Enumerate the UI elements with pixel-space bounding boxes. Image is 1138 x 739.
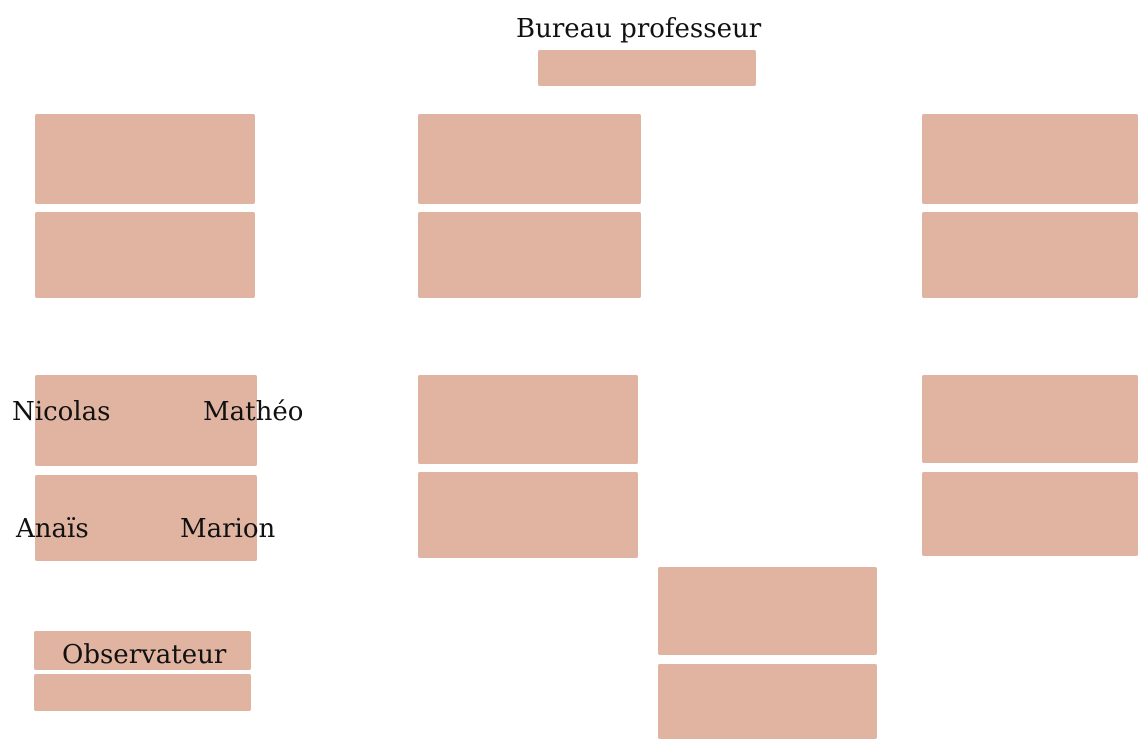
teacher-desk-label: Bureau professeur [516, 14, 762, 44]
desk-middle-row2-back [418, 472, 638, 558]
desk-left-row1-back [35, 212, 255, 298]
observer-desk-label: Observateur [62, 640, 227, 670]
desk-lower-middle-back [658, 664, 877, 739]
desk-left-row1-front [35, 114, 255, 204]
desk-middle-row2-front [418, 375, 638, 464]
desk-middle-row1-front [418, 114, 641, 204]
teacher-desk [538, 50, 756, 86]
desk-middle-row1-back [418, 212, 641, 298]
desk-right-row2-back [922, 472, 1138, 556]
student-name-anais: Anaïs [16, 514, 89, 544]
student-name-nicolas: Nicolas [12, 397, 111, 427]
desk-right-row1-back [922, 212, 1138, 298]
student-name-marion: Marion [180, 514, 276, 544]
desk-right-row1-front [922, 114, 1138, 204]
student-name-matheo: Mathéo [203, 397, 304, 427]
desk-lower-middle-front [658, 567, 877, 655]
desk-right-row2-front [922, 375, 1138, 463]
observer-desk-bottom [34, 674, 251, 711]
